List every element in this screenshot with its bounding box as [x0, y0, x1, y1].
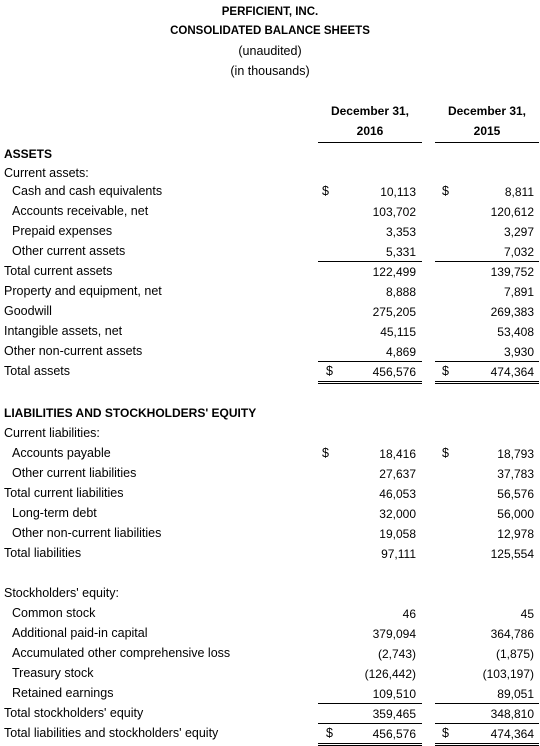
row-label: Additional paid-in capital — [12, 626, 148, 640]
row-label: Current assets: — [4, 166, 89, 180]
table-row — [0, 604, 540, 624]
table-row — [0, 302, 540, 322]
row-label: Goodwill — [4, 304, 52, 318]
table-row — [0, 222, 540, 242]
currency-symbol: $ — [326, 726, 333, 740]
value-2015: 3,297 — [503, 225, 534, 239]
currency-symbol: $ — [326, 364, 333, 378]
table-row — [0, 362, 540, 382]
value-2016: 103,702 — [372, 205, 416, 219]
table-row — [0, 704, 540, 724]
column-header-2015-line2: 2015 — [473, 124, 501, 138]
value-2016: 359,465 — [372, 707, 416, 721]
row-label: Other non-current liabilities — [12, 526, 162, 540]
table-row — [0, 484, 540, 504]
table-row — [0, 322, 540, 342]
value-2016: 5,331 — [385, 245, 416, 259]
row-label: Total liabilities — [4, 546, 82, 560]
table-row — [0, 544, 540, 564]
currency-symbol: $ — [322, 446, 329, 460]
value-2016: (126,442) — [364, 667, 416, 681]
company-name: PERFICIENT, INC. — [221, 6, 319, 18]
statement-status: (unaudited) — [238, 44, 302, 58]
value-2015: 348,810 — [490, 707, 534, 721]
value-2015: 269,383 — [490, 305, 534, 319]
row-label: Property and equipment, net — [4, 284, 162, 298]
row-label: Cash and cash equivalents — [12, 184, 163, 198]
value-2016: 32,000 — [379, 507, 416, 521]
column-header-2016-rule — [318, 142, 422, 143]
value-2016: 3,353 — [385, 225, 416, 239]
row-label: Common stock — [12, 606, 96, 620]
value-2016: 122,499 — [372, 265, 416, 279]
value-2015: 45 — [520, 607, 534, 621]
value-2016: 275,205 — [372, 305, 416, 319]
table-row — [0, 624, 540, 644]
row-label: Accumulated other comprehensive loss — [12, 646, 231, 660]
value-2015: 125,554 — [490, 547, 534, 561]
table-row — [0, 242, 540, 262]
table-row — [0, 342, 540, 362]
value-2015: 474,364 — [490, 727, 534, 741]
value-2016: 46 — [402, 607, 416, 621]
table-row — [0, 202, 540, 222]
value-2015: 89,051 — [497, 687, 534, 701]
value-2015: 139,752 — [490, 265, 534, 279]
currency-symbol: $ — [442, 446, 449, 460]
value-2015: 56,000 — [497, 507, 534, 521]
value-2015: (103,197) — [482, 667, 534, 681]
table-row — [0, 164, 540, 184]
value-2015: 3,930 — [503, 345, 534, 359]
value-2016: 379,094 — [372, 627, 416, 641]
table-row — [0, 282, 540, 302]
row-label: Accounts receivable, net — [12, 204, 149, 218]
table-row — [0, 182, 540, 202]
value-2016: 10,113 — [380, 185, 416, 199]
table-row — [0, 145, 540, 165]
total-double-rule — [318, 381, 422, 384]
value-2016: 109,510 — [372, 687, 416, 701]
row-label: Total stockholders' equity — [4, 706, 144, 720]
row-label: Total current liabilities — [4, 486, 124, 500]
value-2015: 37,783 — [497, 467, 534, 481]
value-2015: 474,364 — [490, 365, 534, 379]
value-2016: 19,058 — [379, 527, 416, 541]
statement-title: CONSOLIDATED BALANCE SHEETS — [170, 25, 370, 37]
column-header-2015-line1: December 31, — [447, 104, 527, 118]
value-2016: 97,111 — [381, 547, 416, 561]
row-label: Other non-current assets — [4, 344, 143, 358]
value-2015: 53,408 — [497, 325, 534, 339]
value-2016: (2,743) — [377, 647, 416, 661]
row-label: Accounts payable — [12, 446, 111, 460]
row-label: Prepaid expenses — [12, 224, 113, 238]
value-2016: 18,416 — [379, 447, 416, 461]
currency-symbol: $ — [442, 364, 449, 378]
row-label: LIABILITIES AND STOCKHOLDERS' EQUITY — [4, 406, 257, 420]
row-label: ASSETS — [4, 147, 53, 161]
value-2015: 12,978 — [497, 527, 534, 541]
row-label: Current liabilities: — [4, 426, 100, 440]
currency-symbol: $ — [442, 726, 449, 740]
row-label: Stockholders' equity: — [4, 586, 119, 600]
value-2016: 456,576 — [372, 727, 416, 741]
column-header-2015-rule — [435, 142, 539, 143]
table-row — [0, 504, 540, 524]
table-row — [0, 404, 540, 424]
value-2016: 8,888 — [385, 285, 416, 299]
row-label: Long-term debt — [12, 506, 97, 520]
value-2015: (1,875) — [495, 647, 534, 661]
row-label: Other current assets — [12, 244, 126, 258]
currency-symbol: $ — [322, 184, 329, 198]
value-2016: 456,576 — [372, 365, 416, 379]
value-2015: 18,793 — [497, 447, 534, 461]
row-label: Intangible assets, net — [4, 324, 123, 338]
row-label: Total current assets — [4, 264, 113, 278]
value-2015: 7,891 — [503, 285, 534, 299]
table-row — [0, 684, 540, 704]
total-double-rule — [435, 381, 539, 384]
value-2016: 46,053 — [379, 487, 416, 501]
column-header-2016-line2: 2016 — [356, 124, 384, 138]
value-2016: 45,115 — [380, 325, 416, 339]
row-label: Retained earnings — [12, 686, 114, 700]
row-label: Total liabilities and stockholders' equity — [4, 726, 219, 740]
value-2015: 7,032 — [503, 245, 534, 259]
table-row — [0, 584, 540, 604]
table-row — [0, 444, 540, 464]
currency-symbol: $ — [442, 184, 449, 198]
value-2015: 8,811 — [504, 185, 534, 199]
value-2016: 27,637 — [379, 467, 416, 481]
value-2016: 4,869 — [385, 345, 416, 359]
table-row — [0, 724, 540, 744]
row-label: Total assets — [4, 364, 71, 378]
value-2015: 364,786 — [490, 627, 534, 641]
table-row — [0, 644, 540, 664]
row-label: Other current liabilities — [12, 466, 137, 480]
table-row — [0, 424, 540, 444]
table-row — [0, 524, 540, 544]
column-header-2016-line1: December 31, — [330, 104, 410, 118]
value-2015: 120,612 — [490, 205, 534, 219]
statement-units: (in thousands) — [230, 64, 310, 78]
value-2015: 56,576 — [497, 487, 534, 501]
table-row — [0, 262, 540, 282]
table-row — [0, 464, 540, 484]
table-row — [0, 664, 540, 684]
row-label: Treasury stock — [12, 666, 94, 680]
